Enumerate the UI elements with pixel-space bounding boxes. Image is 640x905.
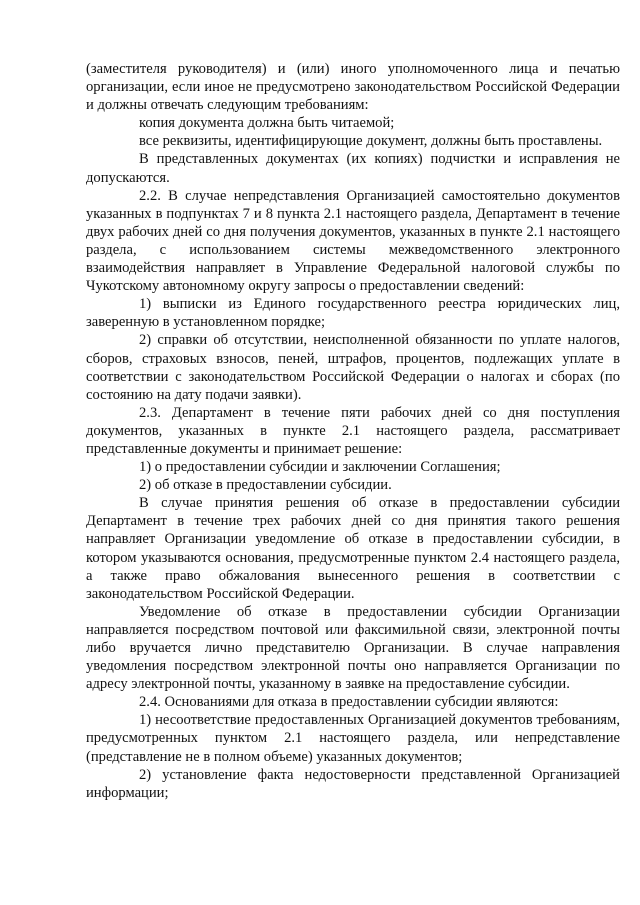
paragraph: 2.4. Основаниями для отказа в предоставлении субсидии являются: — [139, 694, 559, 711]
paragraph: 2) установление факта недостоверности представленной Организацией информации; — [86, 766, 620, 801]
paragraph: 1) несоответствие предоставленных Организацией документов требованиям, предусмотренных пунктом 2.1 настоящего раздела, или непредставление (представление не в полном объеме) указанных документов; — [86, 712, 620, 765]
paragraph: 2.2. В случае непредставления Организацией самостоятельно документов указанных в подпунктах 7 и 8 пункта 2.1 настоящего раздела, Департамент в течение двух рабочих дней со дня получения документов, указанных в пункте 2.1 настоящего раздела, с использованием системы межведомственного электронного взаимодействия направляет в Управление Федеральной налоговой службы по Чукотскому автономному округу запросы о предоставлении сведений: — [86, 187, 620, 295]
paragraph: 1) о предоставлении субсидии и заключении Соглашения; — [139, 459, 501, 476]
paragraph: все реквизиты, идентифицирующие документ, должны быть проставлены. — [139, 133, 603, 150]
paragraph: 2) справки об отсутствии, неисполненной обязанности по уплате налогов, сборов, страховых взносов, пеней, штрафов, процентов, подлежащих уплате в соответствии с законодательством Российской Федерации о налогах и сборах (по состоянию на дату подачи заявки). — [86, 332, 620, 403]
paragraph: (заместителя руководителя) и (или) иного уполномоченного лица и печатью организации, если иное не предусмотрено законодательством Российской Федерации и должны отвечать следующим требованиям: — [86, 61, 620, 114]
paragraph: 2) об отказе в предоставлении субсидии. — [139, 477, 392, 494]
paragraph: В представленных документах (их копиях) подчистки и исправления не допускаются. — [86, 151, 620, 186]
paragraph: 1) выписки из Единого государственного реестра юридических лиц, заверенную в установленном порядке; — [86, 296, 620, 331]
document-page — [86, 60, 620, 802]
paragraph: Уведомление об отказе в предоставлении субсидии Организации направляется посредством почтовой или факсимильной связи, электронной почты либо вручается лично представителю Организации. В случае направления уведомления посредством электронной почты оно направляется Организации по адресу электронной почты, указанному в заявке на предоставление субсидии. — [86, 603, 620, 693]
paragraph: 2.3. Департамент в течение пяти рабочих дней со дня поступления документов, указанных в пункте 2.1 настоящего раздела, рассматривает представленные документы и принимает решение: — [86, 404, 620, 457]
paragraph: копия документа должна быть читаемой; — [139, 115, 395, 132]
paragraph: В случае принятия решения об отказе в предоставлении субсидии Департамент в течение трех рабочих дней со дня принятия такого решения направляет Организации уведомление об отказе в предоставлении субсидии, в котором указываются основания, предусмотренные пунктом 2.4 настоящего раздела, а также право обжалования вынесенного решения в соответствии с законодательством Российской Федерации. — [86, 495, 620, 602]
